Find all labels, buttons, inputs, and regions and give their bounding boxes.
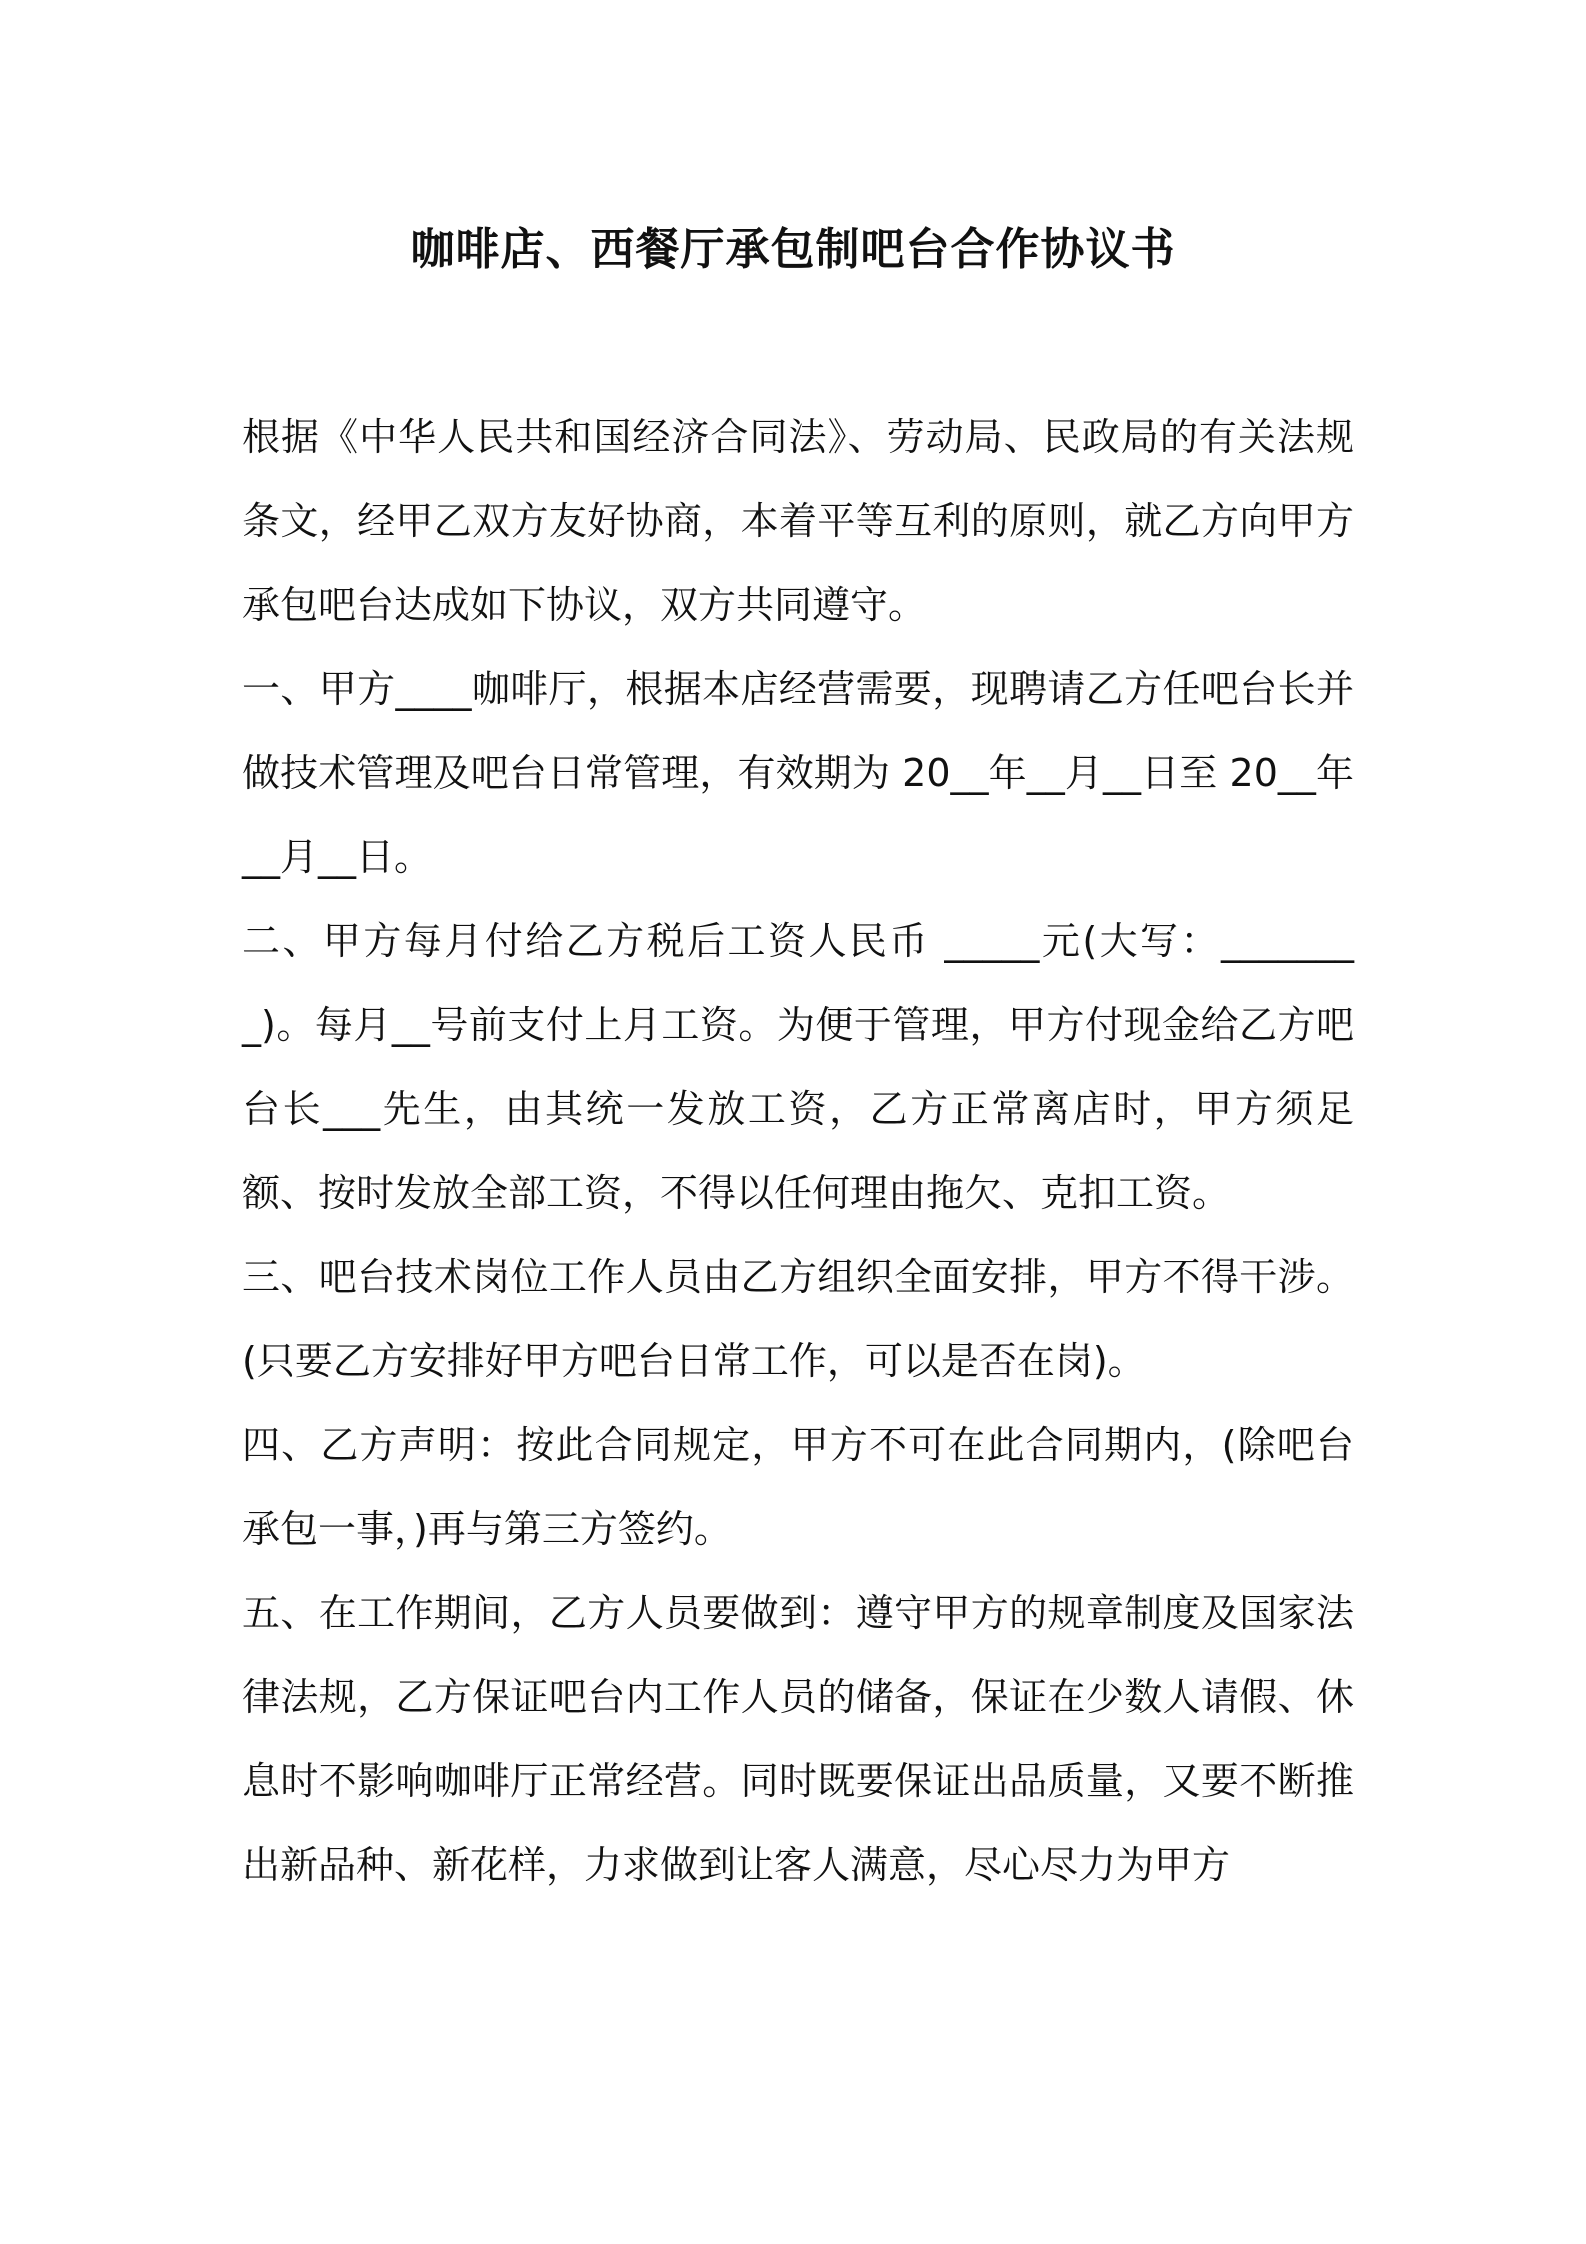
document-body <box>242 395 1354 1907</box>
clause-1: 一、甲方____咖啡厅，根据本店经营需要，现聘请乙方任吧台长并做技术管理及吧台日常管理，有效期为 20__年__月__日至 20__年__月__日。 <box>242 667 1354 879</box>
document-title: 咖啡店、西餐厅承包制吧台合作协议书 <box>410 224 1176 275</box>
clause-4: 四、乙方声明：按此合同规定，甲方不可在此合同期内，(除吧台承包一事，)再与第三方签约。 <box>242 1423 1354 1551</box>
paragraph-intro: 根据《中华人民共和国经济合同法》、劳动局、民政局的有关法规条文，经甲乙双方友好协商，本着平等互利的原则，就乙方向甲方承包吧台达成如下协议，双方共同遵守。 <box>242 415 1354 627</box>
clause-5: 五、在工作期间，乙方人员要做到：遵守甲方的规章制度及国家法律法规，乙方保证吧台内工作人员的储备，保证在少数人请假、休息时不影响咖啡厅正常经营。同时既要保证出品质量，又要不断推出新品种、新花样，力求做到让客人满意，尽心尽力为甲方 <box>242 1591 1354 1887</box>
clause-3: 三、吧台技术岗位工作人员由乙方组织全面安排，甲方不得干涉。(只要乙方安排好甲方吧台日常工作，可以是否在岗)。 <box>242 1255 1354 1383</box>
clause-2: 二、甲方每月付给乙方税后工资人民币 _____元(大写：________)。每月__号前支付上月工资。为便于管理，甲方付现金给乙方吧台长___先生，由其统一发放工资，乙方正常离店时，甲方须足额、按时发放全部工资，不得以任何理由拖欠、克扣工资。 <box>242 919 1354 1215</box>
